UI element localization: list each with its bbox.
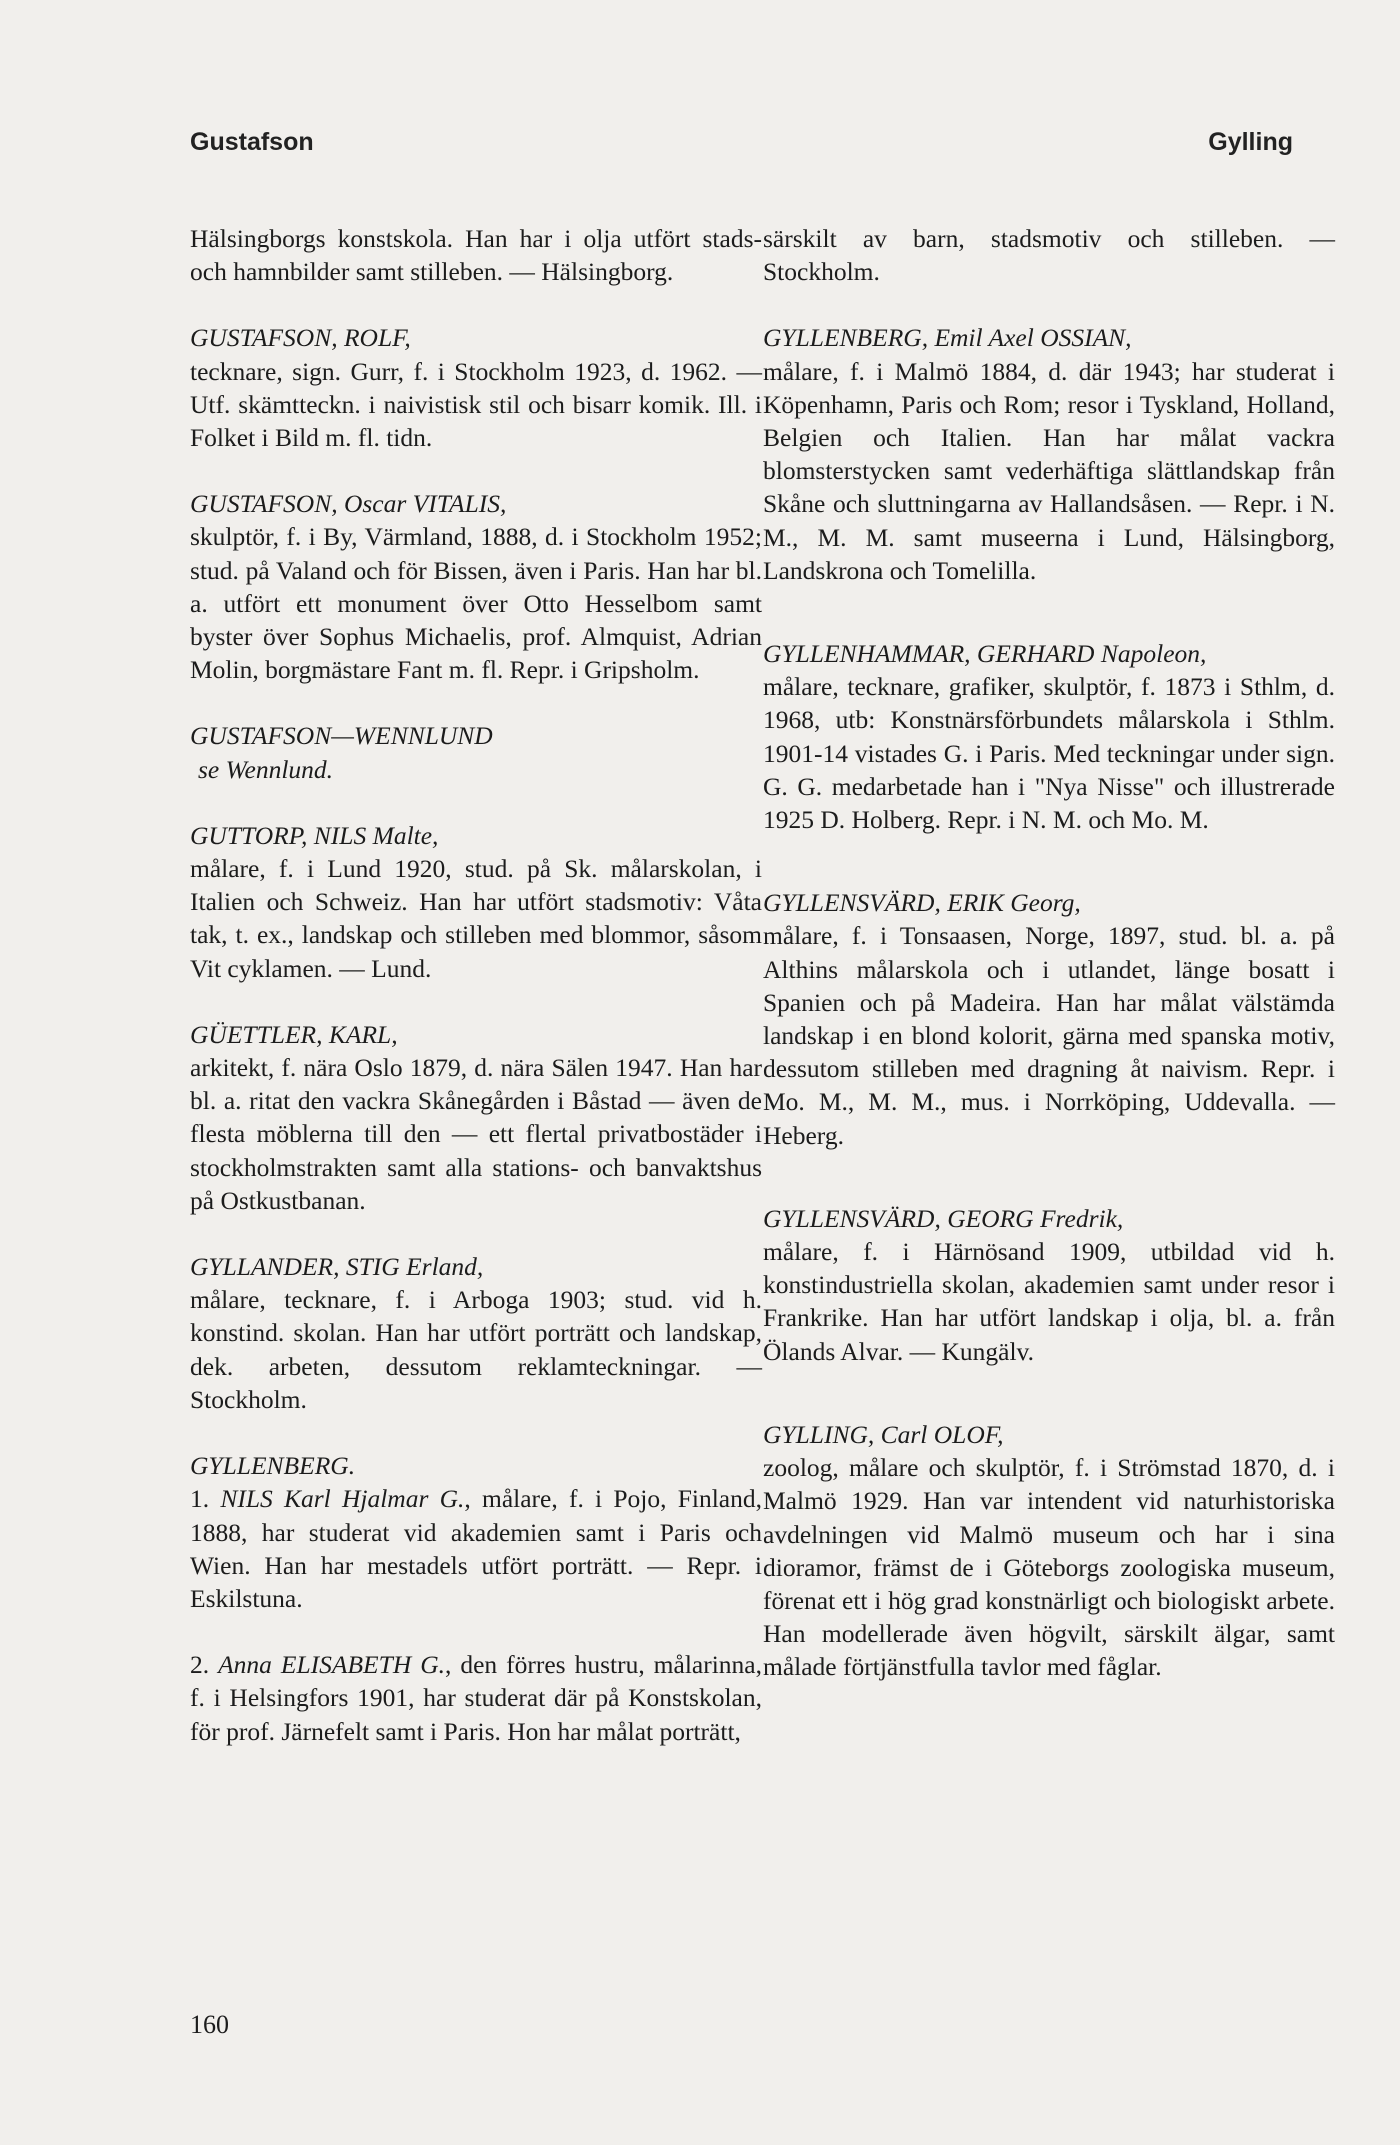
- entry-gyllenberg: [190, 1449, 762, 1748]
- running-head-left: Gustafson: [190, 128, 314, 156]
- entry-text: zoolog, målare och skulptör, f. i Strömstad 1870, d. i Malmö 1929. Han var intendent vid naturhistoriska avdelningen vid Malmö museum och har i sina dioramor, främst de i Göteborgs zoologiska museum, förenat ett i hög grad konstnärligt och biologiskt arbete. Han modellerade även högvilt, särskilt älgar, samt målade förtjänstfulla tavlor med fåglar.: [763, 1453, 1335, 1682]
- entry-gylling: [763, 1418, 1335, 1684]
- entry-headword: GYLLING, Carl OLOF,: [763, 1419, 1004, 1449]
- subentry-name: Anna ELISABETH G.: [218, 1650, 445, 1680]
- entry-gyllenhammar: [763, 637, 1335, 836]
- entry-text: målare, f. i Härnösand 1909, utbildad vid h. konstindustriella skolan, akademien samt under resor i Frankrike. Han har utfört landskap i olja, bl. a. från Ölands Alvar. — Kungälv.: [763, 1237, 1335, 1366]
- entry-text: arkitekt, f. nära Oslo 1879, d. nära Sälen 1947. Han har bl. a. ritat den vackra Skånegården i Båstad — även de flesta möblerna till den — ett flertal privatbostäder i stockholmstrakten samt alla stations- och banvaktshus på Ostkustbanan.: [190, 1053, 762, 1215]
- entry-text: målare, f. i Tonsaasen, Norge, 1897, stud. bl. a. på Althins målarskola och i utlandet, länge bosatt i Spanien och på Madeira. Han har målat välstämda landskap i en blond kolorit, gärna med spanska motiv, dessutom stilleben med dragning åt naivism. Repr. i Mo. M., M. M., mus. i Norrköping, Uddevalla. — Heberg.: [763, 921, 1335, 1150]
- entry-text: målare, f. i Lund 1920, stud. på Sk. målarskolan, i Italien och Schweiz. Han har utfört stadsmotiv: Våta tak, t. ex., landskap och stilleben med blommor, såsom Vit cyklamen. — Lund.: [190, 854, 762, 983]
- entry-text: målare, tecknare, f. i Arboga 1903; stud. vid h. konstind. skolan. Han har utfört porträtt och landskap, dek. arbeten, dessutom reklamteckningar. — Stockholm.: [190, 1285, 762, 1414]
- entry-headword: GYLLENBERG.: [190, 1451, 356, 1481]
- entry-gyllander: [190, 1250, 762, 1416]
- subentry-text: , målare, f. i Pojo, Finland, 1888, har studerat vid akademien samt i Paris och Wien. Han har mestadels utfört porträtt. — Repr. i Eskilstuna.: [190, 1484, 762, 1613]
- entry-gyllensvard-erik: [763, 886, 1335, 1152]
- entry-continuation: [190, 222, 762, 288]
- entry-headword: GYLLENSVÄRD, ERIK Georg,: [763, 888, 1081, 918]
- entry-headword: GUTTORP, NILS Malte,: [190, 820, 439, 850]
- entry-headword: GYLLANDER, STIG Erland,: [190, 1252, 484, 1282]
- subentry-number: 1.: [190, 1484, 210, 1514]
- page-number: 160: [190, 2010, 229, 2039]
- entry-text: målare, tecknare, grafiker, skulptör, f. 1873 i Sthlm, d. 1968, utb: Konstnärsförbundets målarskola i Sthlm. 1901-14 vistades G. i Paris. Med teckningar under sign. G. G. medarbetade han i "Nya Nisse" och illustrerade 1925 D. Holberg. Repr. i N. M. och Mo. M.: [763, 672, 1335, 835]
- entry-gyllensvard-georg: [763, 1202, 1335, 1368]
- entry-headword: GUSTAFSON, ROLF,: [190, 323, 411, 353]
- entry-headword: GUSTAFSON—WENNLUND: [190, 721, 493, 751]
- entry-text: särskilt av barn, stadsmotiv och stilleben. — Stockholm.: [763, 224, 1335, 287]
- running-head-right: Gylling: [1208, 128, 1293, 156]
- subentry-name: NILS Karl Hjalmar G.: [220, 1484, 465, 1514]
- subentry-number: 2.: [190, 1650, 210, 1680]
- right-column: [763, 222, 1335, 1717]
- entry-text: tecknare, sign. Gurr, f. i Stockholm 1923, d. 1962. — Utf. skämtteckn. i naivistisk stil och bisarr komik. Ill. i Folket i Bild m. fl. tidn.: [190, 356, 762, 453]
- entry-gyllenberg-ossian: [763, 321, 1335, 587]
- entry-headword: GUSTAFSON, Oscar VITALIS,: [190, 489, 507, 519]
- entry-text: målare, f. i Malmö 1884, d. där 1943; har studerat i Köpenhamn, Paris och Rom; resor i Tyskland, Holland, Belgien och Italien. Han har målat vackra blomsterstycken samt vederhäftiga slättlandskap från Skåne och sluttningarna av Hallandsåsen. — Repr. i N. M., M. M. samt museerna i Lund, Hälsingborg, Landskrona och Tomelilla.: [763, 356, 1335, 585]
- entry-headword: GYLLENBERG, Emil Axel OSSIAN,: [763, 323, 1132, 353]
- entry-guttorp: [190, 819, 762, 985]
- left-column: [190, 222, 762, 1781]
- entry-gustafson-vitalis: [190, 487, 762, 686]
- entry-text: Hälsingborgs konstskola. Han har i olja utfört stads- och hamnbilder samt stilleben. — Hälsingborg.: [190, 224, 762, 287]
- entry-subentry-2: [190, 1648, 762, 1748]
- see-reference: se Wennlund.: [198, 754, 334, 784]
- entry-subentry-1: [190, 1482, 762, 1615]
- entry-headword: GYLLENHAMMAR, GERHARD Napoleon,: [763, 639, 1207, 669]
- entry-text: skulptör, f. i By, Värmland, 1888, d. i Stockholm 1952; stud. på Valand och för Bissen, även i Paris. Han har bl. a. utfört ett monument över Otto Hesselbom samt byster över Sophus Michaelis, prof. Almquist, Adrian Molin, borgmästare Fant m. fl. Repr. i Gripsholm.: [190, 522, 762, 685]
- entry-gustafson-rolf: [190, 321, 762, 454]
- entry-headword: GÜETTLER, KARL,: [190, 1019, 398, 1049]
- entry-gustafson-wennlund: [190, 719, 762, 785]
- entry-headword: GYLLENSVÄRD, GEORG Fredrik,: [763, 1203, 1124, 1233]
- entry-continuation: [763, 222, 1335, 288]
- subentry-text: , den förres hustru, målarinna, f. i Helsingfors 1901, har studerat där på Konstskolan, för prof. Järnefelt samt i Paris. Hon har målat porträtt,: [190, 1650, 762, 1746]
- entry-guettler: [190, 1018, 762, 1217]
